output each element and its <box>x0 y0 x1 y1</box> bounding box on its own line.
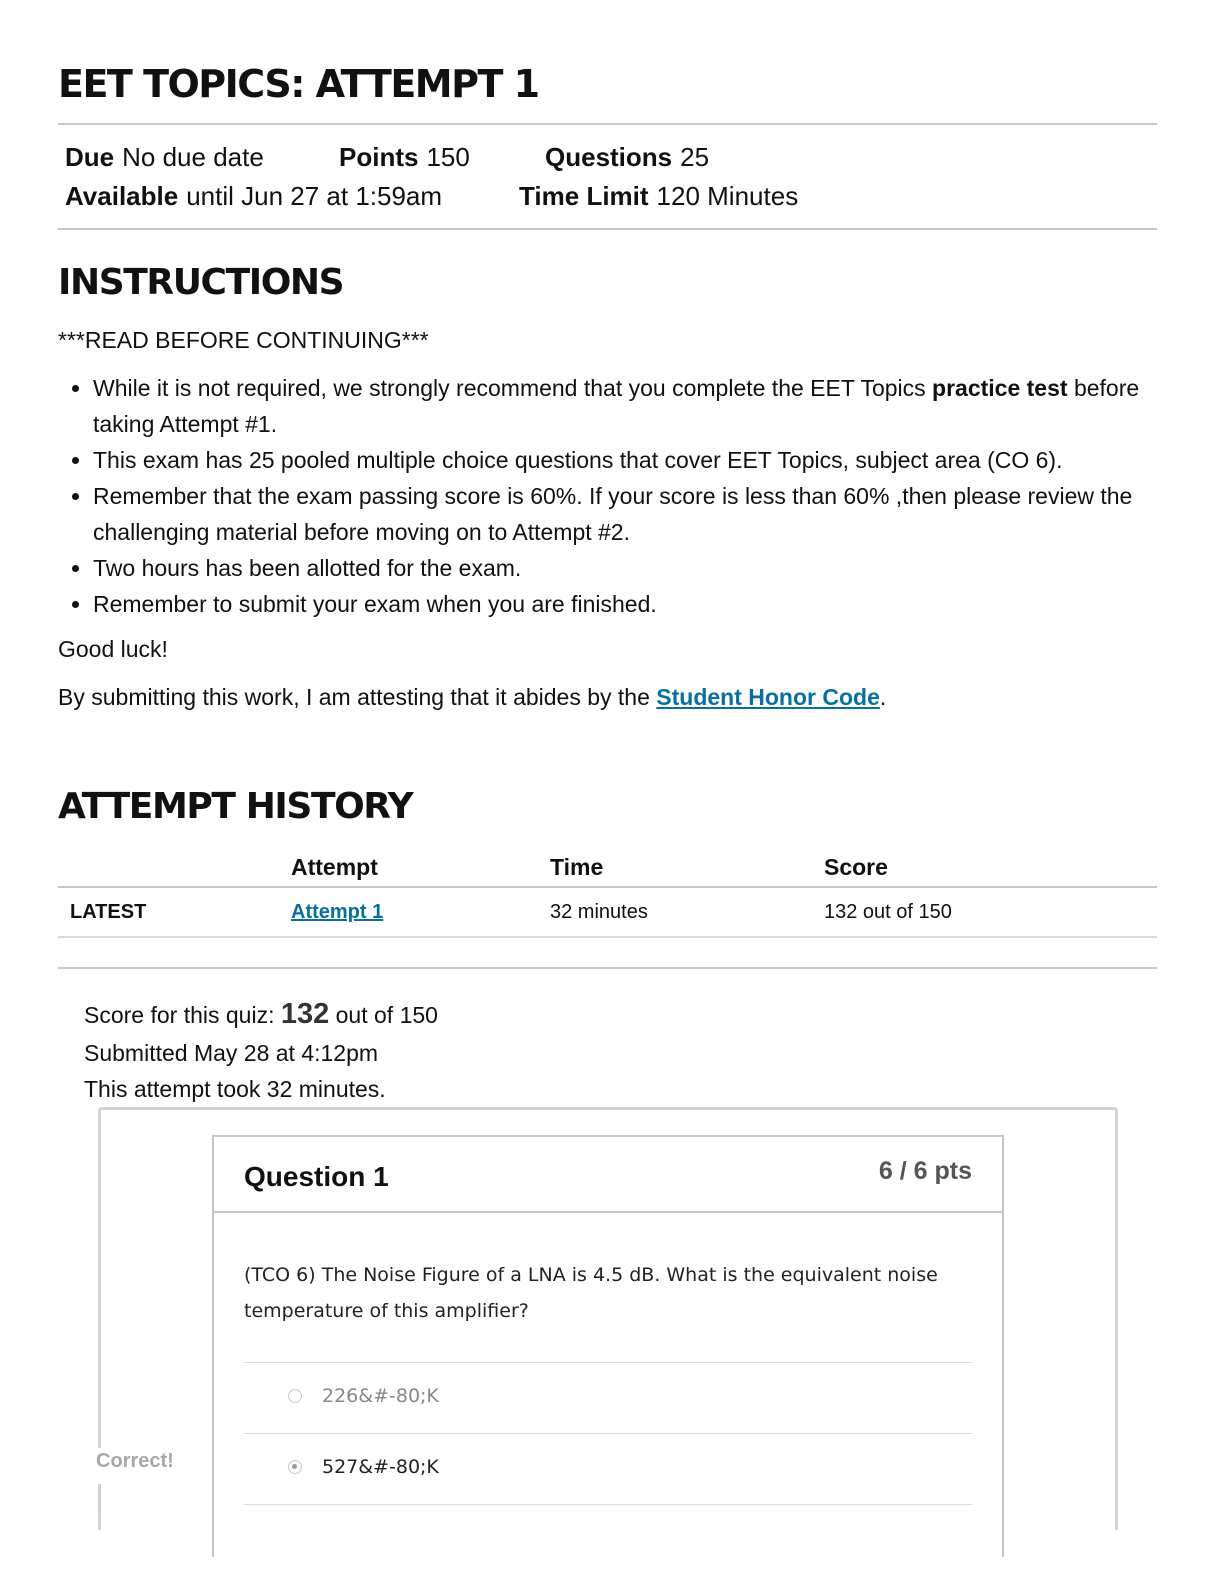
instruction-item <box>93 370 1153 442</box>
instruction-item: • This exam has 25 pooled multiple choice questions that cover EET Topics, subject area (CO 6). <box>93 442 1153 478</box>
instruction-item: • Two hours has been allotted for the exam. <box>93 550 1153 586</box>
question-title: Question 1 <box>244 1161 389 1192</box>
submitted-time: Submitted May 28 at 4:12pm <box>84 1040 379 1066</box>
score-value: 132 <box>280 998 330 1030</box>
time-limit-value: 120 Minutes <box>656 181 799 211</box>
column-header <box>58 848 291 887</box>
question-card <box>212 1135 1004 1557</box>
questions-value: 25 <box>680 142 710 172</box>
attempt-time: 32 minutes <box>550 887 824 937</box>
available-label: Available <box>65 181 179 211</box>
question-points: 6 / 6 pts <box>878 1157 972 1185</box>
divider <box>58 123 1157 125</box>
column-header-time: Time <box>550 848 824 887</box>
table-row <box>58 887 1157 937</box>
instruction-text: before taking Attempt #1. <box>93 375 1140 437</box>
instructions-list <box>58 370 1153 622</box>
attempt-duration: This attempt took 32 minutes. <box>84 1076 386 1102</box>
answer-divider <box>244 1504 972 1575</box>
available-value: until Jun 27 at 1:59am <box>186 181 443 211</box>
attempt-1-link[interactable]: Attempt 1 <box>291 900 384 923</box>
instruction-item: • Remember to submit your exam when you are finished. <box>93 586 1153 622</box>
instructions-intro: ***READ BEFORE CONTINUING*** <box>58 327 429 353</box>
points-field <box>339 142 470 173</box>
question-text: (TCO 6) The Noise Figure of a LNA is 4.5 dB. What is the equivalent noise temperature of this amplifier? <box>244 1264 938 1322</box>
answer-option-selected[interactable] <box>244 1433 972 1504</box>
table-header-row <box>58 848 1157 887</box>
answer-label: 527&#-80;K <box>322 1456 439 1478</box>
attempt-score: 132 out of 150 <box>824 887 1157 937</box>
instruction-text: While it is not required, we strongly recommend that you complete the EET Topics <box>93 375 933 401</box>
quiz-score-line <box>84 998 438 1031</box>
radio-button-selected[interactable] <box>288 1460 302 1474</box>
student-honor-code-link[interactable]: Student Honor Code <box>656 684 880 710</box>
score-label: Score for this quiz: <box>84 1002 281 1028</box>
instructions-heading: INSTRUCTIONS <box>58 262 344 303</box>
questions-field <box>545 142 709 173</box>
honor-code-period: . <box>879 684 887 710</box>
due-value: No due date <box>122 142 264 172</box>
question-header <box>214 1137 1002 1213</box>
column-header-attempt: Attempt <box>291 848 550 887</box>
time-limit-field <box>519 181 798 212</box>
score-total: out of 150 <box>329 1002 438 1028</box>
correct-answer-marker <box>98 1484 101 1512</box>
column-header-score: Score <box>824 848 1157 887</box>
quiz-title: EET TOPICS: ATTEMPT 1 <box>58 62 539 106</box>
due-label: Due <box>65 142 115 172</box>
attempt-history-table <box>58 848 1157 938</box>
radio-button[interactable] <box>288 1389 302 1403</box>
divider <box>58 967 1157 969</box>
good-luck-text: Good luck! <box>58 636 168 662</box>
instruction-item: • Remember that the exam passing score is 60%. If your score is less than 60% ,then please review the challenging material before moving on to Attempt #2. <box>93 478 1153 550</box>
due-field <box>65 142 264 173</box>
questions-label: Questions <box>545 142 673 172</box>
honor-code-text: By submitting this work, I am attesting that it abides by the <box>58 684 657 710</box>
points-value: 150 <box>426 142 470 172</box>
latest-tag: LATEST <box>58 887 291 937</box>
points-label: Points <box>339 142 419 172</box>
divider <box>58 228 1157 230</box>
available-field <box>65 181 442 212</box>
answer-option[interactable] <box>244 1362 972 1433</box>
attempt-history-heading: ATTEMPT HISTORY <box>58 786 413 827</box>
time-limit-label: Time Limit <box>519 181 649 211</box>
answer-label: 226&#-80;K <box>322 1385 439 1407</box>
correct-answer-label: Correct! <box>96 1448 210 1484</box>
practice-test-emphasis: practice test <box>932 375 1068 401</box>
honor-code-statement <box>58 684 886 711</box>
